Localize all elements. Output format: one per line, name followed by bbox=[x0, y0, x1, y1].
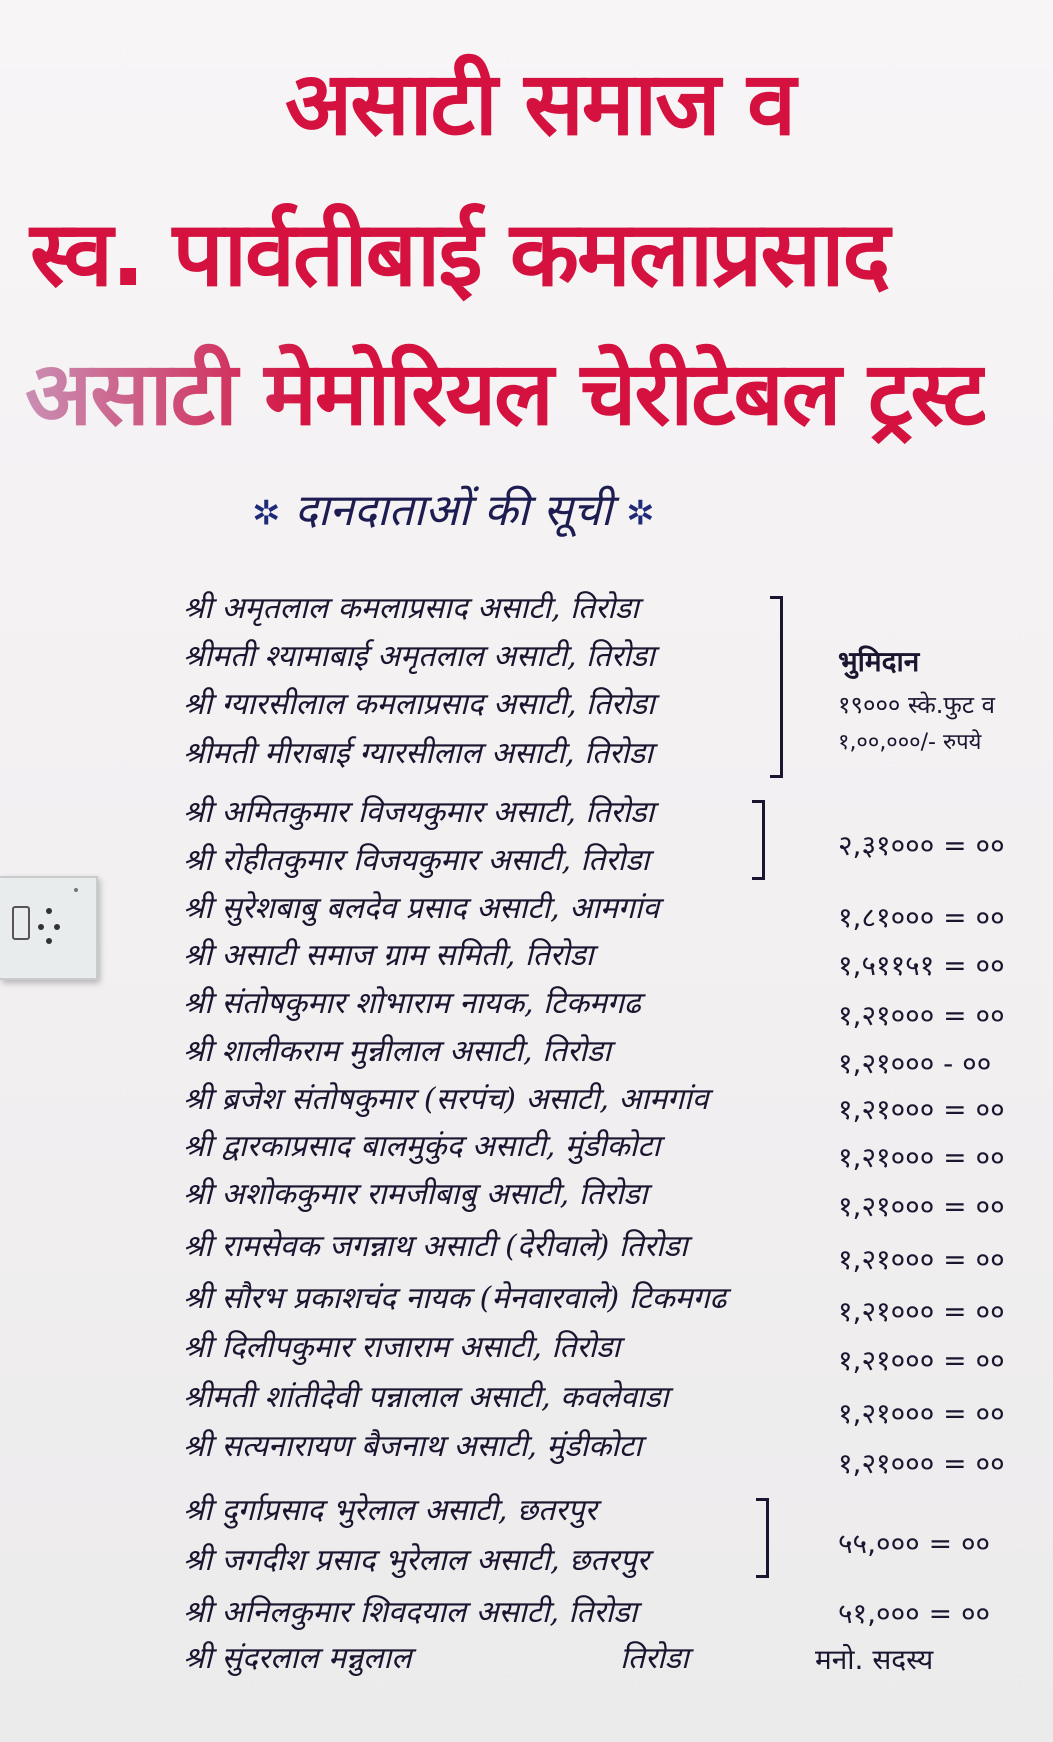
donation-amount: १,२१००० = ०० bbox=[838, 1295, 1005, 1328]
donor-name: श्री अमितकुमार विजयकुमार असाटी, तिरोडा bbox=[183, 795, 655, 830]
donation-amount: १,२१००० = ०० bbox=[838, 1141, 1005, 1174]
star-left-icon: ✲ bbox=[252, 493, 281, 534]
donor-name: श्रीमती श्यामाबाई अमृतलाल असाटी, तिरोडा bbox=[183, 639, 655, 674]
donor-list-title-text: दानदाताओं की सूची bbox=[294, 485, 613, 536]
donation-amount: १,२१००० - ०० bbox=[838, 1047, 992, 1080]
donor-name: श्री अमृतलाल कमलाप्रसाद असाटी, तिरोडा bbox=[183, 591, 639, 626]
donor-name: श्री सुंदरलाल मन्नुलाल bbox=[183, 1641, 412, 1676]
donor-name: श्री असाटी समाज ग्राम समिती, तिरोडा bbox=[183, 938, 594, 973]
donor-name: श्री रामसेवक जगन्नाथ असाटी (देरीवाले) तिरोडा bbox=[183, 1229, 688, 1264]
donation-amount: १,००,०००/- रुपये bbox=[838, 730, 982, 755]
socket-hole bbox=[46, 938, 52, 944]
donor-name: श्री सौरभ प्रकाशचंद नायक (मेनवारवाले) टिकमगढ bbox=[183, 1281, 727, 1316]
heading-line-1: असाटी समाज व bbox=[285, 52, 795, 155]
donation-label: भुमिदान bbox=[838, 645, 920, 678]
donor-name: श्री अशोककुमार रामजीबाबु असाटी, तिरोडा bbox=[183, 1177, 648, 1212]
donation-amount: १,२१००० = ०० bbox=[838, 1093, 1005, 1126]
donation-amount: १,२१००० = ०० bbox=[838, 1243, 1005, 1276]
donation-amount: १,२१००० = ०० bbox=[838, 1447, 1005, 1480]
donor-name: श्री ग्यारसीलाल कमलाप्रसाद असाटी, तिरोडा bbox=[183, 687, 655, 722]
donor-name: श्री ब्रजेश संतोषकुमार (सरपंच) असाटी, आमगांव bbox=[183, 1082, 709, 1117]
donor-name: श्री रोहीतकुमार विजयकुमार असाटी, तिरोडा bbox=[183, 843, 650, 878]
heading-line-2: स्व. पार्वतीबाई कमलाप्रसाद bbox=[30, 202, 889, 307]
screw-icon bbox=[74, 888, 78, 892]
donation-amount: १,२१००० = ०० bbox=[838, 999, 1005, 1032]
group-bracket bbox=[770, 596, 783, 778]
switch-key bbox=[12, 906, 30, 940]
donor-name: श्री अनिलकुमार शिवदयाल असाटी, तिरोडा bbox=[183, 1595, 638, 1630]
donor-name: श्री शालीकराम मुन्नीलाल असाटी, तिरोडा bbox=[183, 1034, 611, 1069]
group-bracket bbox=[752, 800, 765, 880]
donation-amount: ५५,००० = ०० bbox=[838, 1527, 991, 1560]
donation-amount: १,२१००० = ०० bbox=[838, 1397, 1005, 1430]
donor-place: तिरोडा bbox=[620, 1641, 689, 1676]
donation-amount: १,२१००० = ०० bbox=[838, 1344, 1005, 1377]
donation-amount: १९००० स्के.फुट व bbox=[838, 691, 995, 719]
donor-name: श्री द्वारकाप्रसाद बालमुकुंद असाटी, मुंडीकोटा bbox=[183, 1129, 661, 1164]
donor-name: श्री संतोषकुमार शोभाराम नायक, टिकमगढ bbox=[183, 986, 641, 1021]
donation-amount: १,२१००० = ०० bbox=[838, 1190, 1005, 1223]
donor-name: श्रीमती मीराबाई ग्यारसीलाल असाटी, तिरोडा bbox=[183, 736, 653, 771]
donation-amount: २,३१००० = ०० bbox=[838, 829, 1005, 862]
donor-name: श्री दिलीपकुमार राजाराम असाटी, तिरोडा bbox=[183, 1330, 621, 1365]
group-bracket bbox=[756, 1498, 769, 1578]
donor-name: श्रीमती शांतीदेवी पन्नालाल असाटी, कवलेवाडा bbox=[183, 1380, 669, 1415]
donation-amount: ५१,००० = ०० bbox=[838, 1597, 991, 1630]
star-right-icon: ✲ bbox=[626, 493, 655, 534]
wall-switchboard bbox=[0, 876, 98, 980]
donor-list-title bbox=[252, 478, 655, 538]
donor-name: श्री दुर्गाप्रसाद भुरेलाल असाटी, छतरपुर bbox=[183, 1493, 597, 1528]
socket-hole bbox=[54, 924, 60, 930]
donation-amount: १,५११५१ = ०० bbox=[838, 949, 1005, 982]
donor-name: श्री जगदीश प्रसाद भुरेलाल असाटी, छतरपुर bbox=[183, 1543, 649, 1578]
donor-name: श्री सुरेशबाबु बलदेव प्रसाद असाटी, आमगांव bbox=[183, 891, 660, 926]
donation-label: मनो. सदस्य bbox=[815, 1643, 934, 1676]
socket-hole bbox=[46, 908, 52, 914]
socket-hole bbox=[38, 924, 44, 930]
donation-amount: १,८१००० = ०० bbox=[838, 901, 1005, 934]
heading-line-3: असाटी मेमोरियल चेरीटेबल ट्रस्ट bbox=[25, 330, 985, 450]
donor-name: श्री सत्यनारायण बैजनाथ असाटी, मुंडीकोटा bbox=[183, 1429, 642, 1464]
